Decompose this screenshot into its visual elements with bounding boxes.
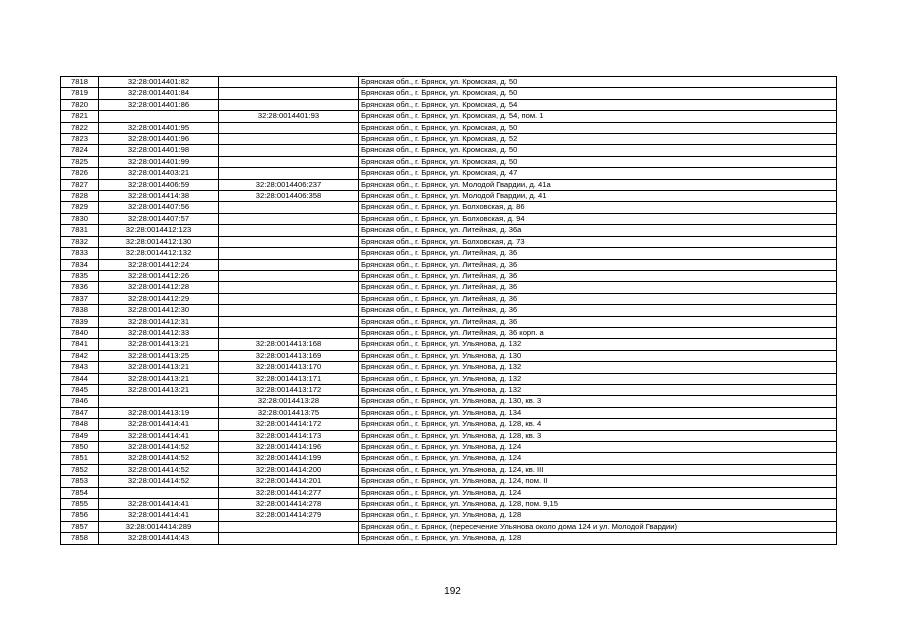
row-number-cell: 7849 [61, 430, 99, 441]
related-cadastral-number-cell: 32:28:0014413:168 [219, 339, 359, 350]
row-number-cell: 7848 [61, 419, 99, 430]
related-cadastral-number-cell [219, 270, 359, 281]
table-row [61, 384, 837, 395]
related-cadastral-number-cell: 32:28:0014414:173 [219, 430, 359, 441]
address-cell: Брянская обл., г. Брянск, ул. Болховская, д. 94 [359, 213, 837, 224]
related-cadastral-number-cell: 32:28:0014401:93 [219, 111, 359, 122]
cadastral-number-cell: 32:28:0014412:30 [99, 305, 219, 316]
address-cell: Брянская обл., г. Брянск, ул. Литейная, д. 36 [359, 259, 837, 270]
row-number-cell: 7854 [61, 487, 99, 498]
cadastral-number-cell: 32:28:0014412:26 [99, 270, 219, 281]
row-number-cell: 7836 [61, 282, 99, 293]
related-cadastral-number-cell [219, 282, 359, 293]
table-row [61, 213, 837, 224]
table-row [61, 99, 837, 110]
cadastral-number-cell: 32:28:0014413:21 [99, 384, 219, 395]
related-cadastral-number-cell: 32:28:0014414:200 [219, 464, 359, 475]
address-cell: Брянская обл., г. Брянск, ул. Ульянова, д. 124, пом. II [359, 476, 837, 487]
cadastral-number-cell: 32:28:0014401:82 [99, 77, 219, 88]
registry-table-body [61, 77, 837, 545]
row-number-cell: 7839 [61, 316, 99, 327]
row-number-cell: 7840 [61, 327, 99, 338]
related-cadastral-number-cell: 32:28:0014414:277 [219, 487, 359, 498]
related-cadastral-number-cell [219, 225, 359, 236]
row-number-cell: 7843 [61, 362, 99, 373]
address-cell: Брянская обл., г. Брянск, ул. Ульянова, д. 124, кв. III [359, 464, 837, 475]
table-row [61, 316, 837, 327]
table-row [61, 362, 837, 373]
table-row [61, 134, 837, 145]
address-cell: Брянская обл., г. Брянск, ул. Ульянова, д. 124 [359, 453, 837, 464]
cadastral-number-cell: 32:28:0014413:21 [99, 362, 219, 373]
cadastral-number-cell: 32:28:0014407:56 [99, 202, 219, 213]
row-number-cell: 7847 [61, 407, 99, 418]
related-cadastral-number-cell [219, 77, 359, 88]
cadastral-number-cell: 32:28:0014401:96 [99, 134, 219, 145]
row-number-cell: 7856 [61, 510, 99, 521]
address-cell: Брянская обл., г. Брянск, ул. Молодой Гвардии, д. 41 [359, 191, 837, 202]
related-cadastral-number-cell [219, 316, 359, 327]
cadastral-number-cell: 32:28:0014401:84 [99, 88, 219, 99]
related-cadastral-number-cell [219, 293, 359, 304]
cadastral-number-cell: 32:28:0014414:52 [99, 464, 219, 475]
cadastral-number-cell: 32:28:0014414:52 [99, 442, 219, 453]
table-row [61, 168, 837, 179]
table-row [61, 270, 837, 281]
address-cell: Брянская обл., г. Брянск, ул. Кромская, д. 50 [359, 156, 837, 167]
address-cell: Брянская обл., г. Брянск, ул. Ульянова, д. 132 [359, 339, 837, 350]
row-number-cell: 7832 [61, 236, 99, 247]
cadastral-number-cell: 32:28:0014401:98 [99, 145, 219, 156]
address-cell: Брянская обл., г. Брянск, ул. Ульянова, д. 130 [359, 350, 837, 361]
row-number-cell: 7821 [61, 111, 99, 122]
related-cadastral-number-cell: 32:28:0014406:237 [219, 179, 359, 190]
cadastral-number-cell: 32:28:0014412:28 [99, 282, 219, 293]
related-cadastral-number-cell: 32:28:0014406:358 [219, 191, 359, 202]
address-cell: Брянская обл., г. Брянск, ул. Ульянова, д. 128 [359, 533, 837, 544]
cadastral-number-cell: 32:28:0014412:123 [99, 225, 219, 236]
address-cell: Брянская обл., г. Брянск, ул. Кромская, д. 52 [359, 134, 837, 145]
address-cell: Брянская обл., г. Брянск, ул. Кромская, д. 54, пом. 1 [359, 111, 837, 122]
row-number-cell: 7855 [61, 499, 99, 510]
related-cadastral-number-cell [219, 168, 359, 179]
cadastral-number-cell: 32:28:0014401:86 [99, 99, 219, 110]
address-cell: Брянская обл., г. Брянск, ул. Кромская, д. 50 [359, 77, 837, 88]
row-number-cell: 7828 [61, 191, 99, 202]
cadastral-number-cell: 32:28:0014413:21 [99, 339, 219, 350]
related-cadastral-number-cell: 32:28:0014414:199 [219, 453, 359, 464]
related-cadastral-number-cell [219, 521, 359, 532]
table-row [61, 248, 837, 259]
table-row [61, 179, 837, 190]
related-cadastral-number-cell: 32:28:0014414:278 [219, 499, 359, 510]
related-cadastral-number-cell: 32:28:0014413:75 [219, 407, 359, 418]
related-cadastral-number-cell: 32:28:0014413:169 [219, 350, 359, 361]
row-number-cell: 7825 [61, 156, 99, 167]
address-cell: Брянская обл., г. Брянск, ул. Ульянова, д. 134 [359, 407, 837, 418]
cadastral-number-cell: 32:28:0014407:57 [99, 213, 219, 224]
row-number-cell: 7833 [61, 248, 99, 259]
table-row [61, 202, 837, 213]
related-cadastral-number-cell [219, 88, 359, 99]
cadastral-number-cell: 32:28:0014412:29 [99, 293, 219, 304]
table-row [61, 453, 837, 464]
row-number-cell: 7824 [61, 145, 99, 156]
cadastral-number-cell: 32:28:0014403:21 [99, 168, 219, 179]
address-cell: Брянская обл., г. Брянск, ул. Литейная, д. 36 [359, 316, 837, 327]
address-cell: Брянская обл., г. Брянск, ул. Болховская, д. 86 [359, 202, 837, 213]
cadastral-number-cell: 32:28:0014412:31 [99, 316, 219, 327]
related-cadastral-number-cell [219, 259, 359, 270]
related-cadastral-number-cell [219, 533, 359, 544]
row-number-cell: 7844 [61, 373, 99, 384]
related-cadastral-number-cell: 32:28:0014413:171 [219, 373, 359, 384]
page-number: 192 [444, 586, 461, 597]
table-row [61, 191, 837, 202]
row-number-cell: 7819 [61, 88, 99, 99]
address-cell: Брянская обл., г. Брянск, ул. Кромская, д. 50 [359, 88, 837, 99]
address-cell: Брянская обл., г. Брянск, ул. Литейная, д. 36 [359, 282, 837, 293]
address-cell: Брянская обл., г. Брянск, ул. Литейная, д. 36 [359, 293, 837, 304]
address-cell: Брянская обл., г. Брянск, ул. Ульянова, д. 130, кв. 3 [359, 396, 837, 407]
cadastral-number-cell: 32:28:0014412:132 [99, 248, 219, 259]
cadastral-number-cell: 32:28:0014412:33 [99, 327, 219, 338]
cadastral-number-cell [99, 396, 219, 407]
related-cadastral-number-cell: 32:28:0014414:196 [219, 442, 359, 453]
related-cadastral-number-cell: 32:28:0014414:172 [219, 419, 359, 430]
table-row [61, 521, 837, 532]
table-row [61, 350, 837, 361]
address-cell: Брянская обл., г. Брянск, ул. Ульянова, д. 124 [359, 442, 837, 453]
table-row [61, 305, 837, 316]
row-number-cell: 7831 [61, 225, 99, 236]
address-cell: Брянская обл., г. Брянск, ул. Ульянова, д. 132 [359, 384, 837, 395]
cadastral-number-cell: 32:28:0014401:99 [99, 156, 219, 167]
address-cell: Брянская обл., г. Брянск, ул. Кромская, д. 54 [359, 99, 837, 110]
row-number-cell: 7827 [61, 179, 99, 190]
table-row [61, 442, 837, 453]
table-row [61, 499, 837, 510]
cadastral-number-cell: 32:28:0014414:52 [99, 476, 219, 487]
address-cell: Брянская обл., г. Брянск, ул. Ульянова, д. 132 [359, 362, 837, 373]
table-row [61, 122, 837, 133]
row-number-cell: 7853 [61, 476, 99, 487]
table-row [61, 236, 837, 247]
row-number-cell: 7823 [61, 134, 99, 145]
cadastral-number-cell: 32:28:0014414:41 [99, 510, 219, 521]
related-cadastral-number-cell [219, 202, 359, 213]
row-number-cell: 7838 [61, 305, 99, 316]
row-number-cell: 7842 [61, 350, 99, 361]
related-cadastral-number-cell [219, 327, 359, 338]
related-cadastral-number-cell: 32:28:0014414:201 [219, 476, 359, 487]
related-cadastral-number-cell [219, 248, 359, 259]
table-row [61, 111, 837, 122]
related-cadastral-number-cell: 32:28:0014413:172 [219, 384, 359, 395]
address-cell: Брянская обл., г. Брянск, ул. Литейная, д. 36 [359, 248, 837, 259]
cadastral-number-cell: 32:28:0014412:24 [99, 259, 219, 270]
row-number-cell: 7858 [61, 533, 99, 544]
row-number-cell: 7852 [61, 464, 99, 475]
row-number-cell: 7837 [61, 293, 99, 304]
related-cadastral-number-cell [219, 145, 359, 156]
cadastral-number-cell: 32:28:0014414:52 [99, 453, 219, 464]
address-cell: Брянская обл., г. Брянск, ул. Ульянова, д. 128, кв. 3 [359, 430, 837, 441]
cadastral-number-cell: 32:28:0014414:41 [99, 419, 219, 430]
address-cell: Брянская обл., г. Брянск, ул. Кромская, д. 50 [359, 145, 837, 156]
row-number-cell: 7857 [61, 521, 99, 532]
related-cadastral-number-cell [219, 156, 359, 167]
address-cell: Брянская обл., г. Брянск, ул. Ульянова, д. 128 [359, 510, 837, 521]
registry-table [60, 76, 837, 545]
address-cell: Брянская обл., г. Брянск, ул. Литейная, д. 36 корп. а [359, 327, 837, 338]
address-cell: Брянская обл., г. Брянск, ул. Ульянова, д. 128, пом. 9,15 [359, 499, 837, 510]
row-number-cell: 7835 [61, 270, 99, 281]
table-row [61, 464, 837, 475]
address-cell: Брянская обл., г. Брянск, ул. Молодой Гвардии, д. 41а [359, 179, 837, 190]
table-row [61, 396, 837, 407]
row-number-cell: 7829 [61, 202, 99, 213]
table-row [61, 487, 837, 498]
table-row [61, 510, 837, 521]
address-cell: Брянская обл., г. Брянск, ул. Ульянова, д. 128, кв. 4 [359, 419, 837, 430]
table-row [61, 533, 837, 544]
table-row [61, 225, 837, 236]
table-row [61, 339, 837, 350]
cadastral-number-cell: 32:28:0014414:38 [99, 191, 219, 202]
cadastral-number-cell: 32:28:0014401:95 [99, 122, 219, 133]
table-row [61, 407, 837, 418]
cadastral-number-cell [99, 111, 219, 122]
table-row [61, 145, 837, 156]
cadastral-number-cell: 32:28:0014413:19 [99, 407, 219, 418]
cadastral-number-cell: 32:28:0014413:25 [99, 350, 219, 361]
row-number-cell: 7830 [61, 213, 99, 224]
address-cell: Брянская обл., г. Брянск, (пересечение Ульянова около дома 124 и ул. Молодой Гвардии) [359, 521, 837, 532]
row-number-cell: 7826 [61, 168, 99, 179]
row-number-cell: 7851 [61, 453, 99, 464]
row-number-cell: 7822 [61, 122, 99, 133]
address-cell: Брянская обл., г. Брянск, ул. Кромская, д. 47 [359, 168, 837, 179]
row-number-cell: 7834 [61, 259, 99, 270]
row-number-cell: 7846 [61, 396, 99, 407]
table-row [61, 430, 837, 441]
row-number-cell: 7845 [61, 384, 99, 395]
related-cadastral-number-cell: 32:28:0014414:279 [219, 510, 359, 521]
cadastral-number-cell [99, 487, 219, 498]
row-number-cell: 7818 [61, 77, 99, 88]
address-cell: Брянская обл., г. Брянск, ул. Болховская, д. 73 [359, 236, 837, 247]
related-cadastral-number-cell [219, 236, 359, 247]
related-cadastral-number-cell [219, 122, 359, 133]
address-cell: Брянская обл., г. Брянск, ул. Литейная, д. 36 [359, 270, 837, 281]
table-row [61, 373, 837, 384]
address-cell: Брянская обл., г. Брянск, ул. Ульянова, д. 124 [359, 487, 837, 498]
cadastral-number-cell: 32:28:0014406:59 [99, 179, 219, 190]
table-row [61, 156, 837, 167]
row-number-cell: 7820 [61, 99, 99, 110]
cadastral-number-cell: 32:28:0014414:289 [99, 521, 219, 532]
table-row [61, 327, 837, 338]
table-row [61, 476, 837, 487]
row-number-cell: 7841 [61, 339, 99, 350]
cadastral-number-cell: 32:28:0014412:130 [99, 236, 219, 247]
table-row [61, 419, 837, 430]
related-cadastral-number-cell [219, 213, 359, 224]
table-row [61, 293, 837, 304]
address-cell: Брянская обл., г. Брянск, ул. Кромская, д. 50 [359, 122, 837, 133]
related-cadastral-number-cell [219, 305, 359, 316]
cadastral-number-cell: 32:28:0014414:41 [99, 499, 219, 510]
related-cadastral-number-cell: 32:28:0014413:28 [219, 396, 359, 407]
related-cadastral-number-cell: 32:28:0014413:170 [219, 362, 359, 373]
address-cell: Брянская обл., г. Брянск, ул. Литейная, д. 36а [359, 225, 837, 236]
table-row [61, 88, 837, 99]
cadastral-number-cell: 32:28:0014413:21 [99, 373, 219, 384]
cadastral-number-cell: 32:28:0014414:41 [99, 430, 219, 441]
related-cadastral-number-cell [219, 134, 359, 145]
table-row [61, 259, 837, 270]
cadastral-number-cell: 32:28:0014414:43 [99, 533, 219, 544]
table-row [61, 77, 837, 88]
row-number-cell: 7850 [61, 442, 99, 453]
table-row [61, 282, 837, 293]
related-cadastral-number-cell [219, 99, 359, 110]
address-cell: Брянская обл., г. Брянск, ул. Ульянова, д. 132 [359, 373, 837, 384]
address-cell: Брянская обл., г. Брянск, ул. Литейная, д. 36 [359, 305, 837, 316]
